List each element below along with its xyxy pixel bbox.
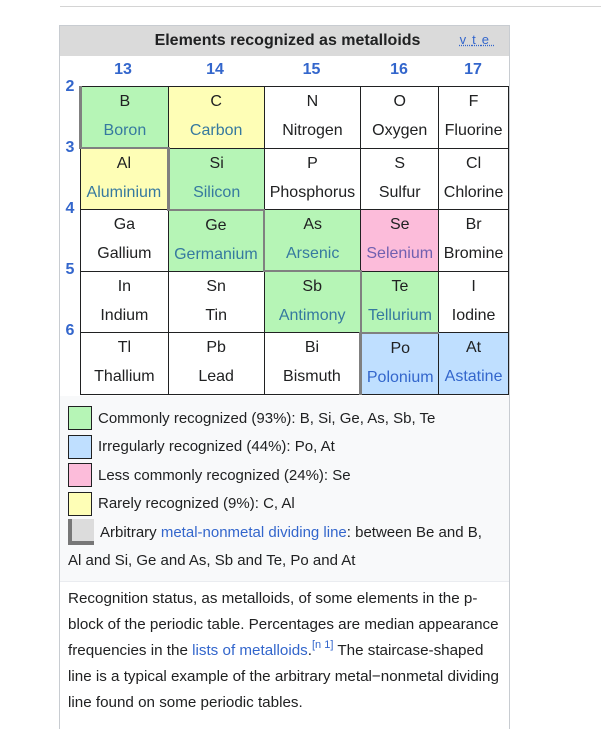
metalloid-infobox (59, 25, 510, 729)
periodic-table-excerpt (60, 56, 509, 396)
period-row-4 (81, 210, 509, 272)
element-name-link[interactable]: Selenium (366, 245, 434, 262)
edit-link[interactable]: e (481, 32, 495, 47)
element-symbol: F (468, 93, 479, 110)
element-cell-O (361, 87, 439, 149)
element-name: Lead (198, 368, 234, 385)
legend-item-commonly (68, 404, 508, 433)
element-name: Nitrogen (282, 122, 343, 139)
group-header-13: 13 (114, 61, 132, 78)
element-cell-Br (439, 210, 509, 272)
element-symbol: In (117, 277, 132, 295)
element-cell-At[interactable] (439, 333, 509, 395)
legend-label: Less commonly recognized (24%): Se (98, 466, 351, 484)
element-name: Bismuth (283, 368, 341, 385)
element-cell-Se[interactable] (361, 210, 439, 272)
yellow-swatch-icon (68, 492, 92, 516)
element-name-link[interactable]: Boron (103, 122, 147, 139)
caption-text (60, 582, 509, 716)
blue-swatch-icon (68, 435, 92, 459)
staircase-line-icon (68, 519, 94, 545)
period-row-5 (81, 271, 509, 333)
caption-part2: . (307, 642, 312, 659)
element-symbol: Cl (466, 154, 482, 172)
dividing-line-link[interactable]: metal-nonmetal dividing line (160, 523, 347, 541)
element-cell-Cl (439, 148, 509, 210)
element-cell-Po[interactable] (361, 333, 439, 395)
group-header-15: 15 (302, 61, 321, 78)
element-name-link[interactable]: Aluminium (86, 184, 162, 201)
infobox-title: Elements recognized as metalloids (154, 32, 421, 49)
element-cell-Sb[interactable] (264, 271, 361, 333)
top-divider (60, 6, 601, 7)
element-name-link[interactable]: Polonium (366, 368, 434, 386)
element-name: Iodine (451, 306, 496, 324)
element-symbol: Pb (206, 339, 226, 356)
period-row-2 (81, 87, 509, 149)
pink-swatch-icon (68, 463, 92, 487)
element-cell-Al[interactable] (81, 148, 169, 210)
legend-label: Rarely recognized (9%): C, Al (98, 495, 295, 513)
vte-links (460, 32, 495, 47)
element-symbol: Br (465, 216, 482, 233)
period-label-5: 5 (65, 261, 75, 278)
element-name: Sulfur (378, 183, 421, 201)
element-name-link[interactable]: Tellurium (367, 306, 432, 324)
element-symbol: B (119, 93, 131, 110)
legend-item-less-commonly (68, 461, 508, 490)
infobox-header (60, 26, 509, 56)
period-row-6 (81, 333, 509, 395)
group-header-17: 17 (464, 61, 482, 78)
legend-item-irregularly (68, 433, 508, 462)
legend-item-dividing-line (68, 518, 508, 547)
element-symbol: Tl (117, 339, 132, 356)
legend-label: Commonly recognized (93%): B, Si, Ge, As, Sb, Te (98, 409, 436, 427)
dividing-line-suffix: : between Be and B, (346, 523, 482, 541)
element-cell-Bi (264, 333, 361, 395)
element-symbol: I (471, 277, 476, 295)
element-cell-P (264, 148, 361, 210)
element-symbol: N (306, 93, 319, 110)
footnote-ref[interactable]: [n 1] (312, 639, 334, 651)
element-cell-I (439, 271, 509, 333)
element-name: Indium (100, 306, 149, 324)
element-symbol: Ga (113, 216, 136, 233)
legend (68, 404, 508, 575)
element-cell-C[interactable] (168, 87, 264, 149)
element-name: Gallium (97, 245, 152, 262)
element-symbol: Se (389, 216, 410, 233)
element-symbol: P (307, 154, 318, 172)
green-swatch-icon (68, 406, 92, 430)
element-name: Fluorine (444, 122, 503, 139)
element-name-link[interactable]: Antimony (278, 307, 346, 324)
element-name: Bromine (443, 245, 504, 262)
element-cell-F (439, 87, 509, 149)
element-cell-N (264, 87, 361, 149)
element-cell-Ge[interactable] (168, 210, 264, 272)
element-symbol: Al (116, 155, 131, 172)
element-symbol: Sb (302, 278, 322, 295)
legend-label: Irregularly recognized (44%): Po, At (98, 438, 335, 456)
element-symbol: At (466, 339, 482, 356)
element-name: Chlorine (443, 183, 504, 201)
caption-part1: Recognition status, as metalloids, of some elements in the p-block of the periodic table. Percentages are median appearance frequencies in the (68, 590, 499, 659)
legend-label (100, 524, 482, 541)
talk-link[interactable]: t (472, 32, 482, 47)
period-label-6: 6 (65, 322, 75, 339)
caption (60, 581, 509, 729)
period-label-3: 3 (65, 139, 75, 156)
element-name-link[interactable]: Arsenic (286, 245, 340, 262)
element-name: Oxygen (372, 122, 428, 139)
element-grid (79, 86, 509, 395)
element-name: Phosphorus (269, 183, 356, 201)
caption-part3: The staircase-shaped line is a typical example of the arbitrary metal−nonmetal dividing line found on some periodic tables. (68, 642, 499, 711)
element-cell-Te[interactable] (361, 271, 439, 333)
view-link[interactable]: v (459, 32, 473, 47)
element-symbol: Si (209, 154, 224, 172)
element-name-link[interactable]: Carbon (189, 122, 243, 139)
element-symbol: As (303, 216, 323, 233)
period-label-2: 2 (65, 78, 75, 95)
element-name: Thallium (94, 368, 155, 385)
element-symbol: O (393, 93, 406, 110)
element-cell-In (81, 271, 169, 333)
lists-of-metalloids-link[interactable]: lists of metalloids (192, 642, 308, 659)
element-symbol: Po (390, 339, 411, 357)
element-name-link[interactable]: Germanium (174, 245, 258, 263)
dividing-line-prefix: Arbitrary (100, 523, 161, 541)
legend-item-rarely (68, 490, 508, 519)
element-symbol: Ge (205, 216, 227, 234)
element-cell-S (361, 148, 439, 210)
element-symbol: C (210, 93, 222, 110)
element-symbol: Sn (206, 277, 226, 295)
element-name-link[interactable]: Astatine (444, 368, 503, 385)
element-symbol: S (394, 154, 406, 172)
dividing-line-continuation: Al and Si, Ge and As, Sb and Te, Po and At (68, 551, 356, 569)
element-cell-Pb (168, 333, 264, 395)
group-header-14: 14 (206, 61, 224, 78)
element-cell-B[interactable] (81, 87, 169, 149)
element-symbol: Te (391, 277, 409, 295)
group-header-16: 16 (390, 61, 408, 78)
element-cell-Ga (81, 210, 169, 272)
period-row-3 (81, 148, 509, 210)
element-cell-Tl (81, 333, 169, 395)
element-cell-Sn (168, 271, 264, 333)
element-name-link[interactable]: Silicon (193, 183, 241, 201)
element-cell-As[interactable] (264, 210, 361, 272)
period-label-4: 4 (65, 200, 75, 217)
element-cell-Si[interactable] (168, 148, 264, 210)
element-symbol: Bi (304, 339, 320, 356)
element-name: Tin (205, 306, 227, 324)
